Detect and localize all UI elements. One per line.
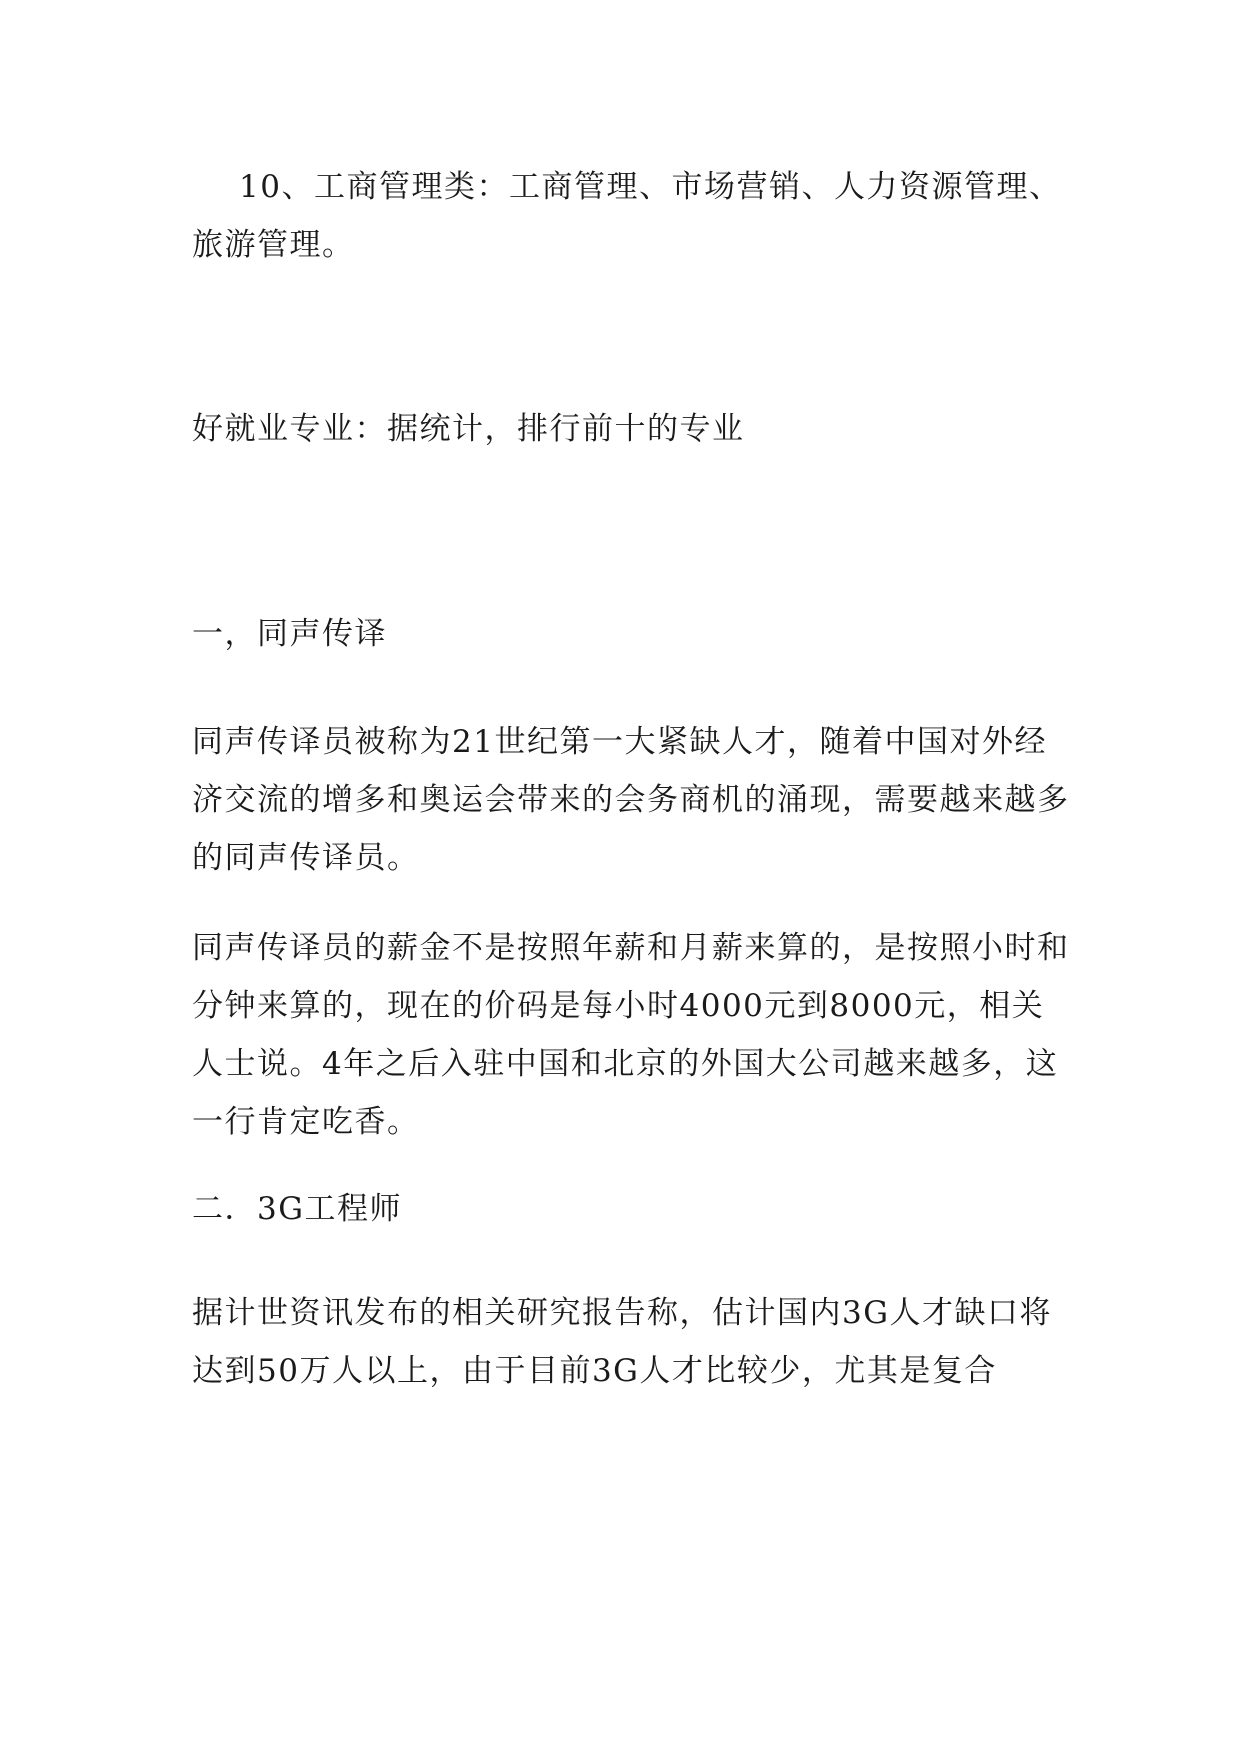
- paragraph-business-majors: 10、工商管理类：工商管理、市场营销、人力资源管理、旅游管理。: [192, 169, 1062, 263]
- paragraph-employment-intro: 好就业专业：据统计，排行前十的专业: [192, 411, 745, 447]
- paragraph-3g-talent-gap: 据计世资讯发布的相关研究报告称，估计国内3G人才缺口将达到50万人以上，由于目前3G人才比较少，尤其是复合: [192, 1295, 1052, 1389]
- heading-simultaneous-interpretation: 一，同声传译: [192, 616, 387, 652]
- paragraph-interpreter-salary: 同声传译员的薪金不是按照年薪和月薪来算的，是按照小时和分钟来算的，现在的价码是每小时4000元到8000元，相关人士说。4年之后入驻中国和北京的外国大公司越来越多，这一行肯定吃香。: [192, 930, 1070, 1140]
- paragraph-interpreter-demand: 同声传译员被称为21世纪第一大紧缺人才，随着中国对外经济交流的增多和奥运会带来的会务商机的涌现，需要越来越多的同声传译员。: [192, 724, 1070, 876]
- heading-3g-engineer: 二．3G工程师: [192, 1191, 402, 1227]
